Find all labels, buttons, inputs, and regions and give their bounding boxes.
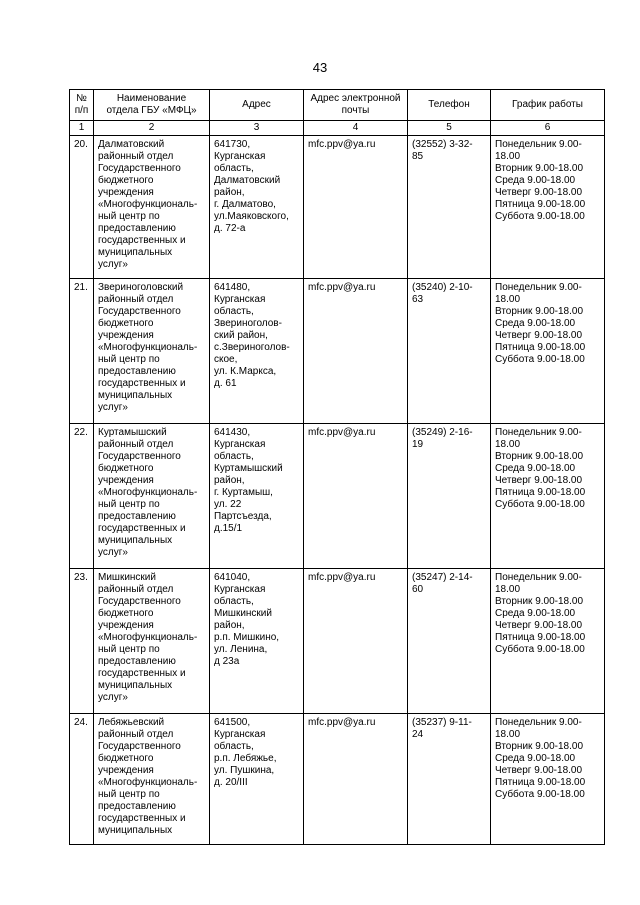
header-schedule: График работы — [491, 90, 605, 121]
address-cell: 641430, Курганская область, Куртамышский район, г. Куртамыш, ул. 22 Партсъезда, д.15/1 — [210, 424, 304, 569]
table-header-row — [70, 90, 605, 121]
office-name-cell: Мишкинский районный отдел Государственного бюджетного учреждения «Многофункциональ- ный центр по предоставлению государственных и муниципальных услуг» — [94, 569, 210, 714]
address-cell: 641730, Курганская область, Далматовский район, г. Далматово, ул.Маяковского, д. 72-а — [210, 136, 304, 279]
phone-cell: (32552) 3-32- 85 — [408, 136, 491, 279]
column-number-row — [70, 121, 605, 136]
address-cell: 641480, Курганская область, Звериноголов- ский район, с.Звериноголов- ское, ул. К.Маркса, д. 61 — [210, 279, 304, 424]
email-cell: mfc.ppv@ya.ru — [304, 569, 408, 714]
column-number: 3 — [210, 121, 304, 136]
table-row — [70, 424, 605, 569]
schedule-cell: Понедельник 9.00- 18.00 Вторник 9.00-18.00 Среда 9.00-18.00 Четверг 9.00-18.00 Пятница 9.00-18.00 Суббота 9.00-18.00 — [491, 279, 605, 424]
row-number-cell: 22. — [70, 424, 94, 569]
column-number: 4 — [304, 121, 408, 136]
email-cell: mfc.ppv@ya.ru — [304, 279, 408, 424]
address-cell: 641040, Курганская область, Мишкинский район, р.п. Мишкино, ул. Ленина, д 23а — [210, 569, 304, 714]
office-name-cell: Куртамышский районный отдел Государственного бюджетного учреждения «Многофункциональ- ный центр по предоставлению государственных и муниципальных услуг» — [94, 424, 210, 569]
schedule-cell: Понедельник 9.00- 18.00 Вторник 9.00-18.00 Среда 9.00-18.00 Четверг 9.00-18.00 Пятница 9.00-18.00 Суббота 9.00-18.00 — [491, 136, 605, 279]
address-cell: 641500, Курганская область, р.п. Лебяжье, ул. Пушкина, д. 20/III — [210, 714, 304, 845]
email-cell: mfc.ppv@ya.ru — [304, 714, 408, 845]
column-number: 5 — [408, 121, 491, 136]
header-number: № п/п — [70, 90, 94, 121]
page-number: 43 — [312, 60, 328, 75]
table-row — [70, 279, 605, 424]
schedule-cell: Понедельник 9.00- 18.00 Вторник 9.00-18.00 Среда 9.00-18.00 Четверг 9.00-18.00 Пятница 9.00-18.00 Суббота 9.00-18.00 — [491, 714, 605, 845]
phone-cell: (35247) 2-14- 60 — [408, 569, 491, 714]
row-number-cell: 23. — [70, 569, 94, 714]
header-email: Адрес электронной почты — [304, 90, 408, 121]
phone-cell: (35249) 2-16- 19 — [408, 424, 491, 569]
column-number: 6 — [491, 121, 605, 136]
mfc-offices-table — [69, 89, 605, 845]
office-name-cell: Звериноголовский районный отдел Государственного бюджетного учреждения «Многофункциональ- ный центр по предоставлению государственных и муниципальных услуг» — [94, 279, 210, 424]
office-name-cell: Далматовский районный отдел Государственного бюджетного учреждения «Многофункциональ- ный центр по предоставлению государственных и муниципальных услуг» — [94, 136, 210, 279]
email-cell: mfc.ppv@ya.ru — [304, 136, 408, 279]
column-number: 1 — [70, 121, 94, 136]
header-address: Адрес — [210, 90, 304, 121]
phone-cell: (35240) 2-10- 63 — [408, 279, 491, 424]
table-row — [70, 714, 605, 845]
office-name-cell: Лебяжьевский районный отдел Государственного бюджетного учреждения «Многофункциональ- ный центр по предоставлению государственных и муниципальных — [94, 714, 210, 845]
header-name: Наименование отдела ГБУ «МФЦ» — [94, 90, 210, 121]
header-phone: Телефон — [408, 90, 491, 121]
phone-cell: (35237) 9-11- 24 — [408, 714, 491, 845]
table-row — [70, 136, 605, 279]
table-row — [70, 569, 605, 714]
email-cell: mfc.ppv@ya.ru — [304, 424, 408, 569]
schedule-cell: Понедельник 9.00- 18.00 Вторник 9.00-18.00 Среда 9.00-18.00 Четверг 9.00-18.00 Пятница 9.00-18.00 Суббота 9.00-18.00 — [491, 424, 605, 569]
row-number-cell: 24. — [70, 714, 94, 845]
row-number-cell: 21. — [70, 279, 94, 424]
column-number: 2 — [94, 121, 210, 136]
schedule-cell: Понедельник 9.00- 18.00 Вторник 9.00-18.00 Среда 9.00-18.00 Четверг 9.00-18.00 Пятница 9.00-18.00 Суббота 9.00-18.00 — [491, 569, 605, 714]
row-number-cell: 20. — [70, 136, 94, 279]
